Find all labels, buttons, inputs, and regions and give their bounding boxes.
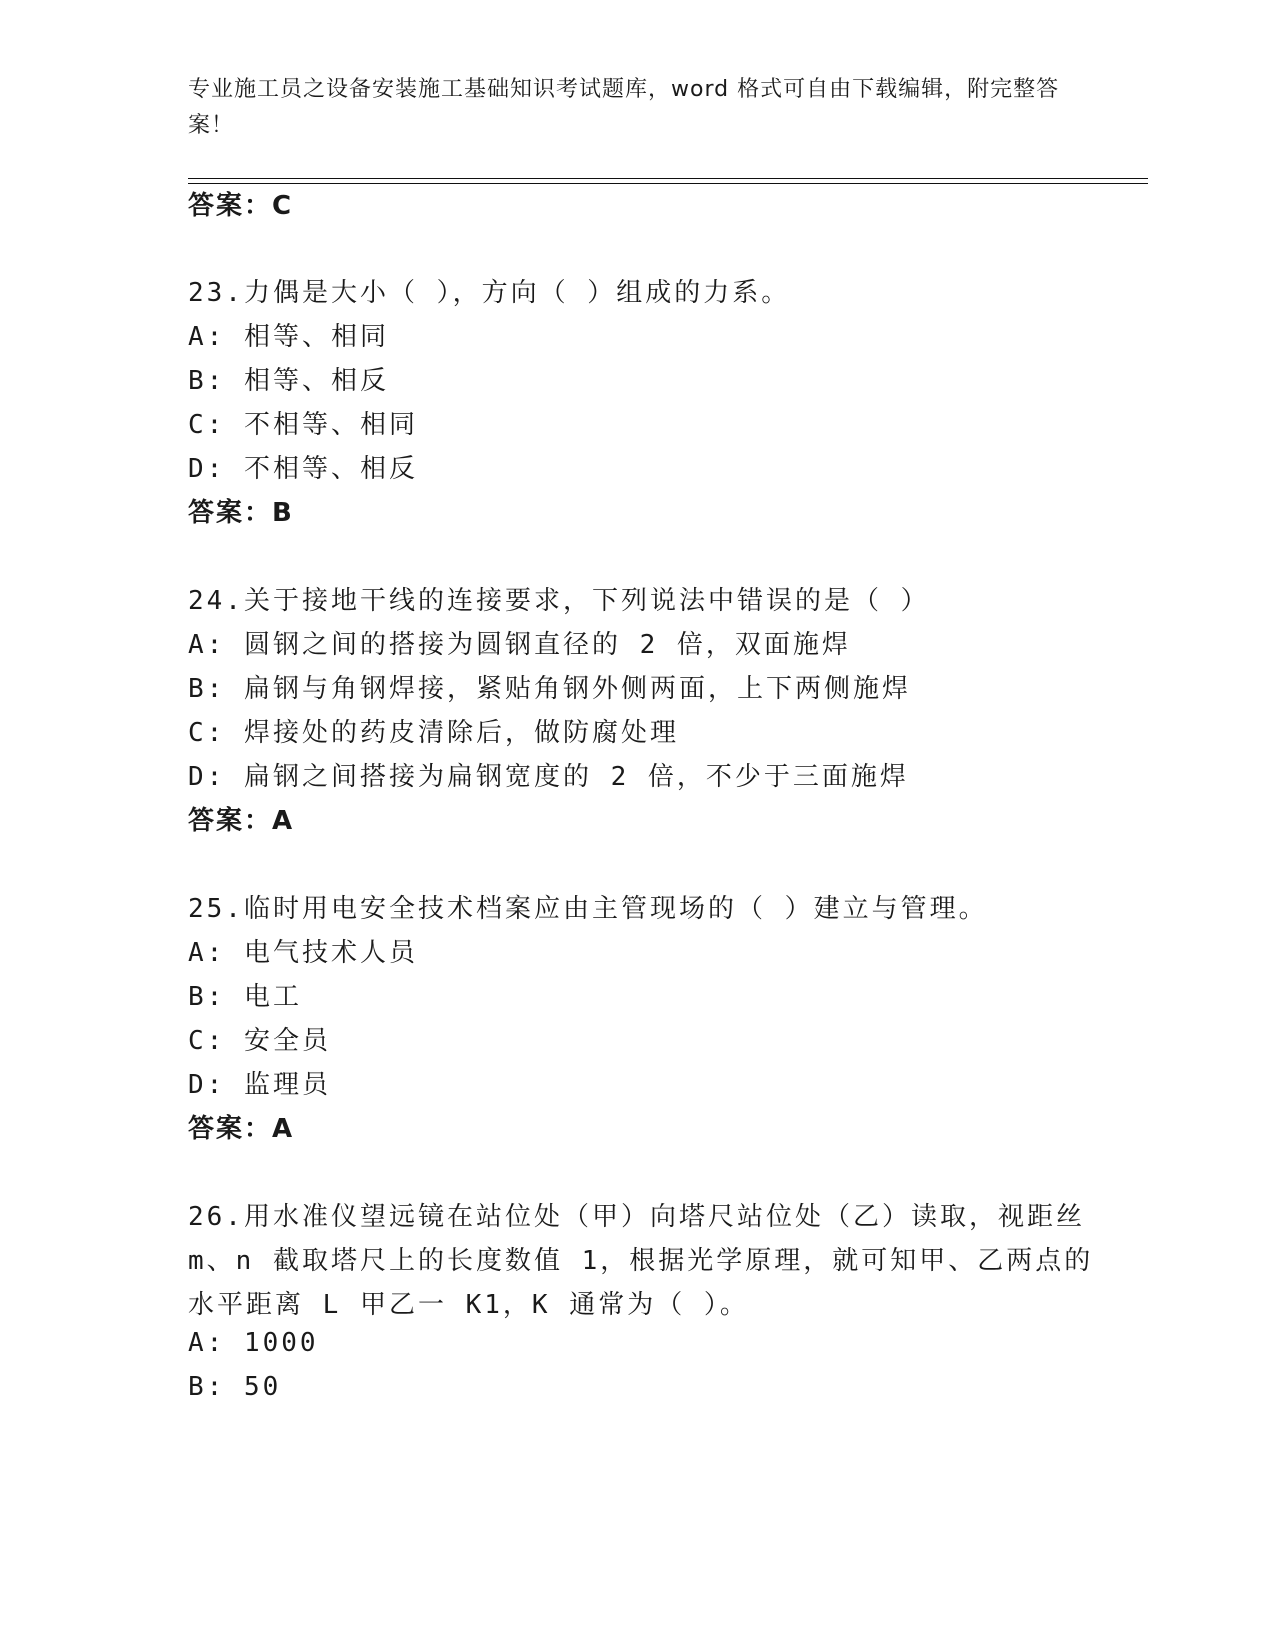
question-24-option-a: A: 圆钢之间的搭接为圆钢直径的 2 倍，双面施焊	[188, 630, 851, 660]
question-26-stem-line-2: m、n 截取塔尺上的长度数值 1，根据光学原理，就可知甲、乙两点的	[188, 1246, 1094, 1276]
question-25-option-b: B: 电工	[188, 982, 302, 1012]
question-23-stem: 23.力偶是大小（ ），方向（ ）组成的力系。	[188, 278, 791, 308]
question-24-option-c: C: 焊接处的药皮清除后，做防腐处理	[188, 718, 679, 748]
question-23-answer: 答案：B	[188, 498, 294, 528]
question-23-option-c: C: 不相等、相同	[188, 410, 418, 440]
question-23-option-b: B: 相等、相反	[188, 366, 389, 396]
question-23-option-d: D: 不相等、相反	[188, 454, 418, 484]
answer-prev: 答案：C	[188, 191, 294, 221]
question-26-option-b: B: 50	[188, 1372, 282, 1402]
question-24-stem: 24.关于接地干线的连接要求，下列说法中错误的是（ ）	[188, 586, 930, 616]
question-25-option-a: A: 电气技术人员	[188, 938, 418, 968]
question-26-option-a: A: 1000	[188, 1328, 319, 1358]
question-24-option-b: B: 扁钢与角钢焊接，紧贴角钢外侧两面，上下两侧施焊	[188, 674, 911, 704]
document-header: 专业施工员之设备安装施工基础知识考试题库，word 格式可自由下载编辑，附完整答案！	[188, 77, 1060, 138]
header-divider-bottom	[188, 183, 1148, 184]
question-25-option-d: D: 监理员	[188, 1070, 331, 1100]
question-24-option-d: D: 扁钢之间搭接为扁钢宽度的 2 倍，不少于三面施焊	[188, 762, 909, 792]
question-25-answer: 答案：A	[188, 1114, 295, 1144]
question-26-stem-line-1: 26.用水准仪望远镜在站位处（甲）向塔尺站位处（乙）读取，视距丝	[188, 1202, 1085, 1232]
header-divider-top	[188, 178, 1148, 179]
question-24-answer: 答案：A	[188, 806, 295, 836]
question-23-option-a: A: 相等、相同	[188, 322, 389, 352]
question-26-stem-line-3: 水平距离 L 甲乙一 K1，K 通常为（ ）。	[188, 1290, 749, 1320]
question-25-stem: 25.临时用电安全技术档案应由主管现场的（ ）建立与管理。	[188, 894, 988, 924]
question-25-option-c: C: 安全员	[188, 1026, 331, 1056]
